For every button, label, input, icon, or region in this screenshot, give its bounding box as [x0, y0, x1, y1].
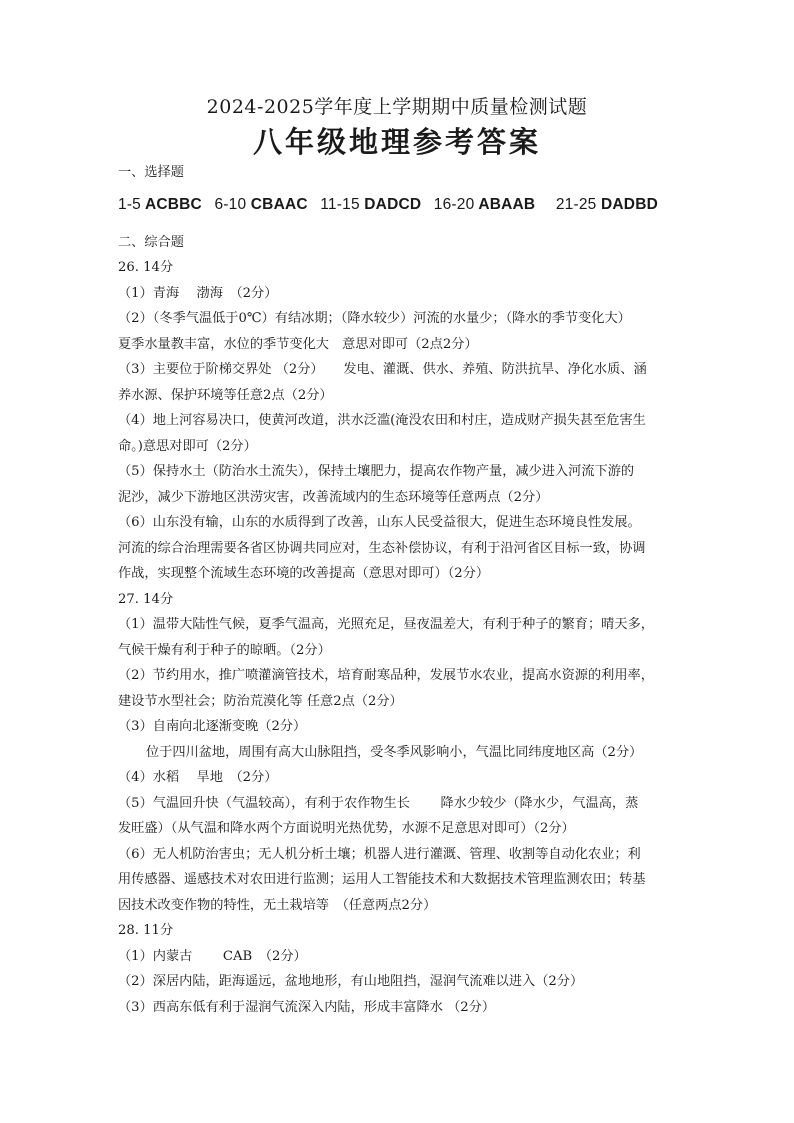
question-header: 28. 11分 — [118, 923, 174, 938]
answer-line: （6）无人机防治害虫；无人机分析土壤；机器人进行灌溉、管理、收割等自动化农业；利 — [118, 846, 641, 862]
answer-line: （3）西高东低有利于湿润气流深入内陆，形成丰富降水 （2分） — [118, 999, 496, 1015]
answer-line: （1）温带大陆性气候，夏季气温高，光照充足，昼夜温差大，有利于种子的繁育；晴天多， — [118, 617, 654, 632]
answer-line: （5）气温回升快（气温较高），有利于农作物生长 降水少较少（降水少，气温高，蒸 — [118, 795, 639, 811]
answer-line: （5）保持水土（防治水土流失），保持土壤肥力，提高农作物产量，减少进入河流下游的 — [118, 464, 635, 479]
answer-line: 用传感器、遥感技术对农田进行监测；运用人工智能技术和大数据技术管理监测农田；转基 — [118, 872, 646, 887]
mc-range: 21-25 — [555, 195, 597, 213]
answer-line: 河流的综合治理需要各省区协调共同应对，生态补偿协议，有利于沿河省区目标一致，协调 — [118, 540, 646, 556]
answer-line: 作战，实现整个流域生态环境的改善提高（意思对即可）（2分） — [118, 566, 490, 581]
answer-line: 气候干燥有利于种子的晾晒。（2分） — [118, 642, 331, 658]
mc-range: 16-20 — [433, 195, 475, 213]
answer-line: （6）山东没有输，山东的水质得到了改善，山东人民受益很大，促进生态环境良性发展。 — [118, 515, 641, 530]
answer-line: 因技术改变作物的特性，无土栽培等 （任意两点2分） — [118, 897, 437, 913]
mc-answers: CBAAC — [250, 195, 308, 213]
question-header: 26. 14分 — [118, 260, 174, 275]
mc-answers: ABAAB — [478, 195, 536, 213]
section-heading-choice: 一、选择题 — [118, 165, 184, 180]
answer-line: （3）主要位于阶梯交界处 （2分） 发电、灌溉、供水、养殖、防洪抗旱、净化水质、涵 — [118, 362, 647, 377]
answer-key-title: 八年级地理参考答案 — [252, 125, 541, 159]
answer-line: 发旺盛）（从气温和降水两个方面说明光热优势，水源不足意思对即可）（2分） — [118, 821, 575, 836]
answer-line: 命。)意思对即可（2分） — [118, 438, 257, 454]
answer-line: （2）节约用水，推广喷灌滴管技术，培育耐寒品种，发展节水农业，提高水资源的利用率， — [118, 668, 654, 683]
answer-line: （2）深居内陆，距海遥远，盆地地形，有山地阻挡，湿润气流难以进入（2分） — [118, 974, 584, 989]
answer-line: 泥沙，减少下游地区洪涝灾害，改善流域内的生态环境等任意两点（2分） — [118, 489, 549, 505]
answer-line: （1）青海 渤海 （2分） — [118, 285, 278, 301]
question-header: 27. 14分 — [118, 591, 174, 607]
exam-title: 2024-2025学年度上学期期中质量检测试题 — [206, 96, 588, 118]
answer-line: 建设节水型社会；防治荒漠化等 任意2点（2分） — [118, 693, 403, 709]
mc-answers: DADCD — [364, 195, 422, 213]
answer-line: （2）（冬季气温低于0℃）有结冰期；（降水较少）河流的水量少；（降水的季节变化大） — [118, 311, 631, 326]
answer-line: 夏季水量教丰富，水位的季节变化大 意思对即可（2点2分） — [118, 336, 478, 352]
mc-answers: DADBD — [601, 195, 658, 213]
mc-answers: ACBBC — [144, 195, 202, 213]
answer-line: （4）地上河容易决口，使黄河改道，洪水泛滥(淹没农田和村庄，造成财产损失甚至危害生 — [118, 413, 646, 428]
section-heading-comprehensive: 二、综合题 — [118, 234, 184, 250]
answer-content — [118, 160, 688, 1020]
answer-line: 位于四川盆地，周围有高大山脉阻挡，受冬季风影响小，气温比同纬度地区高（2分） — [146, 744, 643, 760]
answer-line: 养水源、保护环境等任意2点（2分） — [118, 387, 333, 403]
mc-range: 1-5 — [118, 195, 142, 213]
multiple-choice-answers — [118, 186, 688, 224]
answer-line: （4）水稻 旱地 （2分） — [118, 770, 278, 785]
answer-line: （1）内蒙古 CAB （2分） — [118, 948, 307, 964]
mc-range: 11-15 — [320, 195, 360, 213]
answer-line: （3）自南向北逐渐变晚（2分） — [118, 719, 307, 734]
mc-range: 6-10 — [214, 195, 247, 213]
